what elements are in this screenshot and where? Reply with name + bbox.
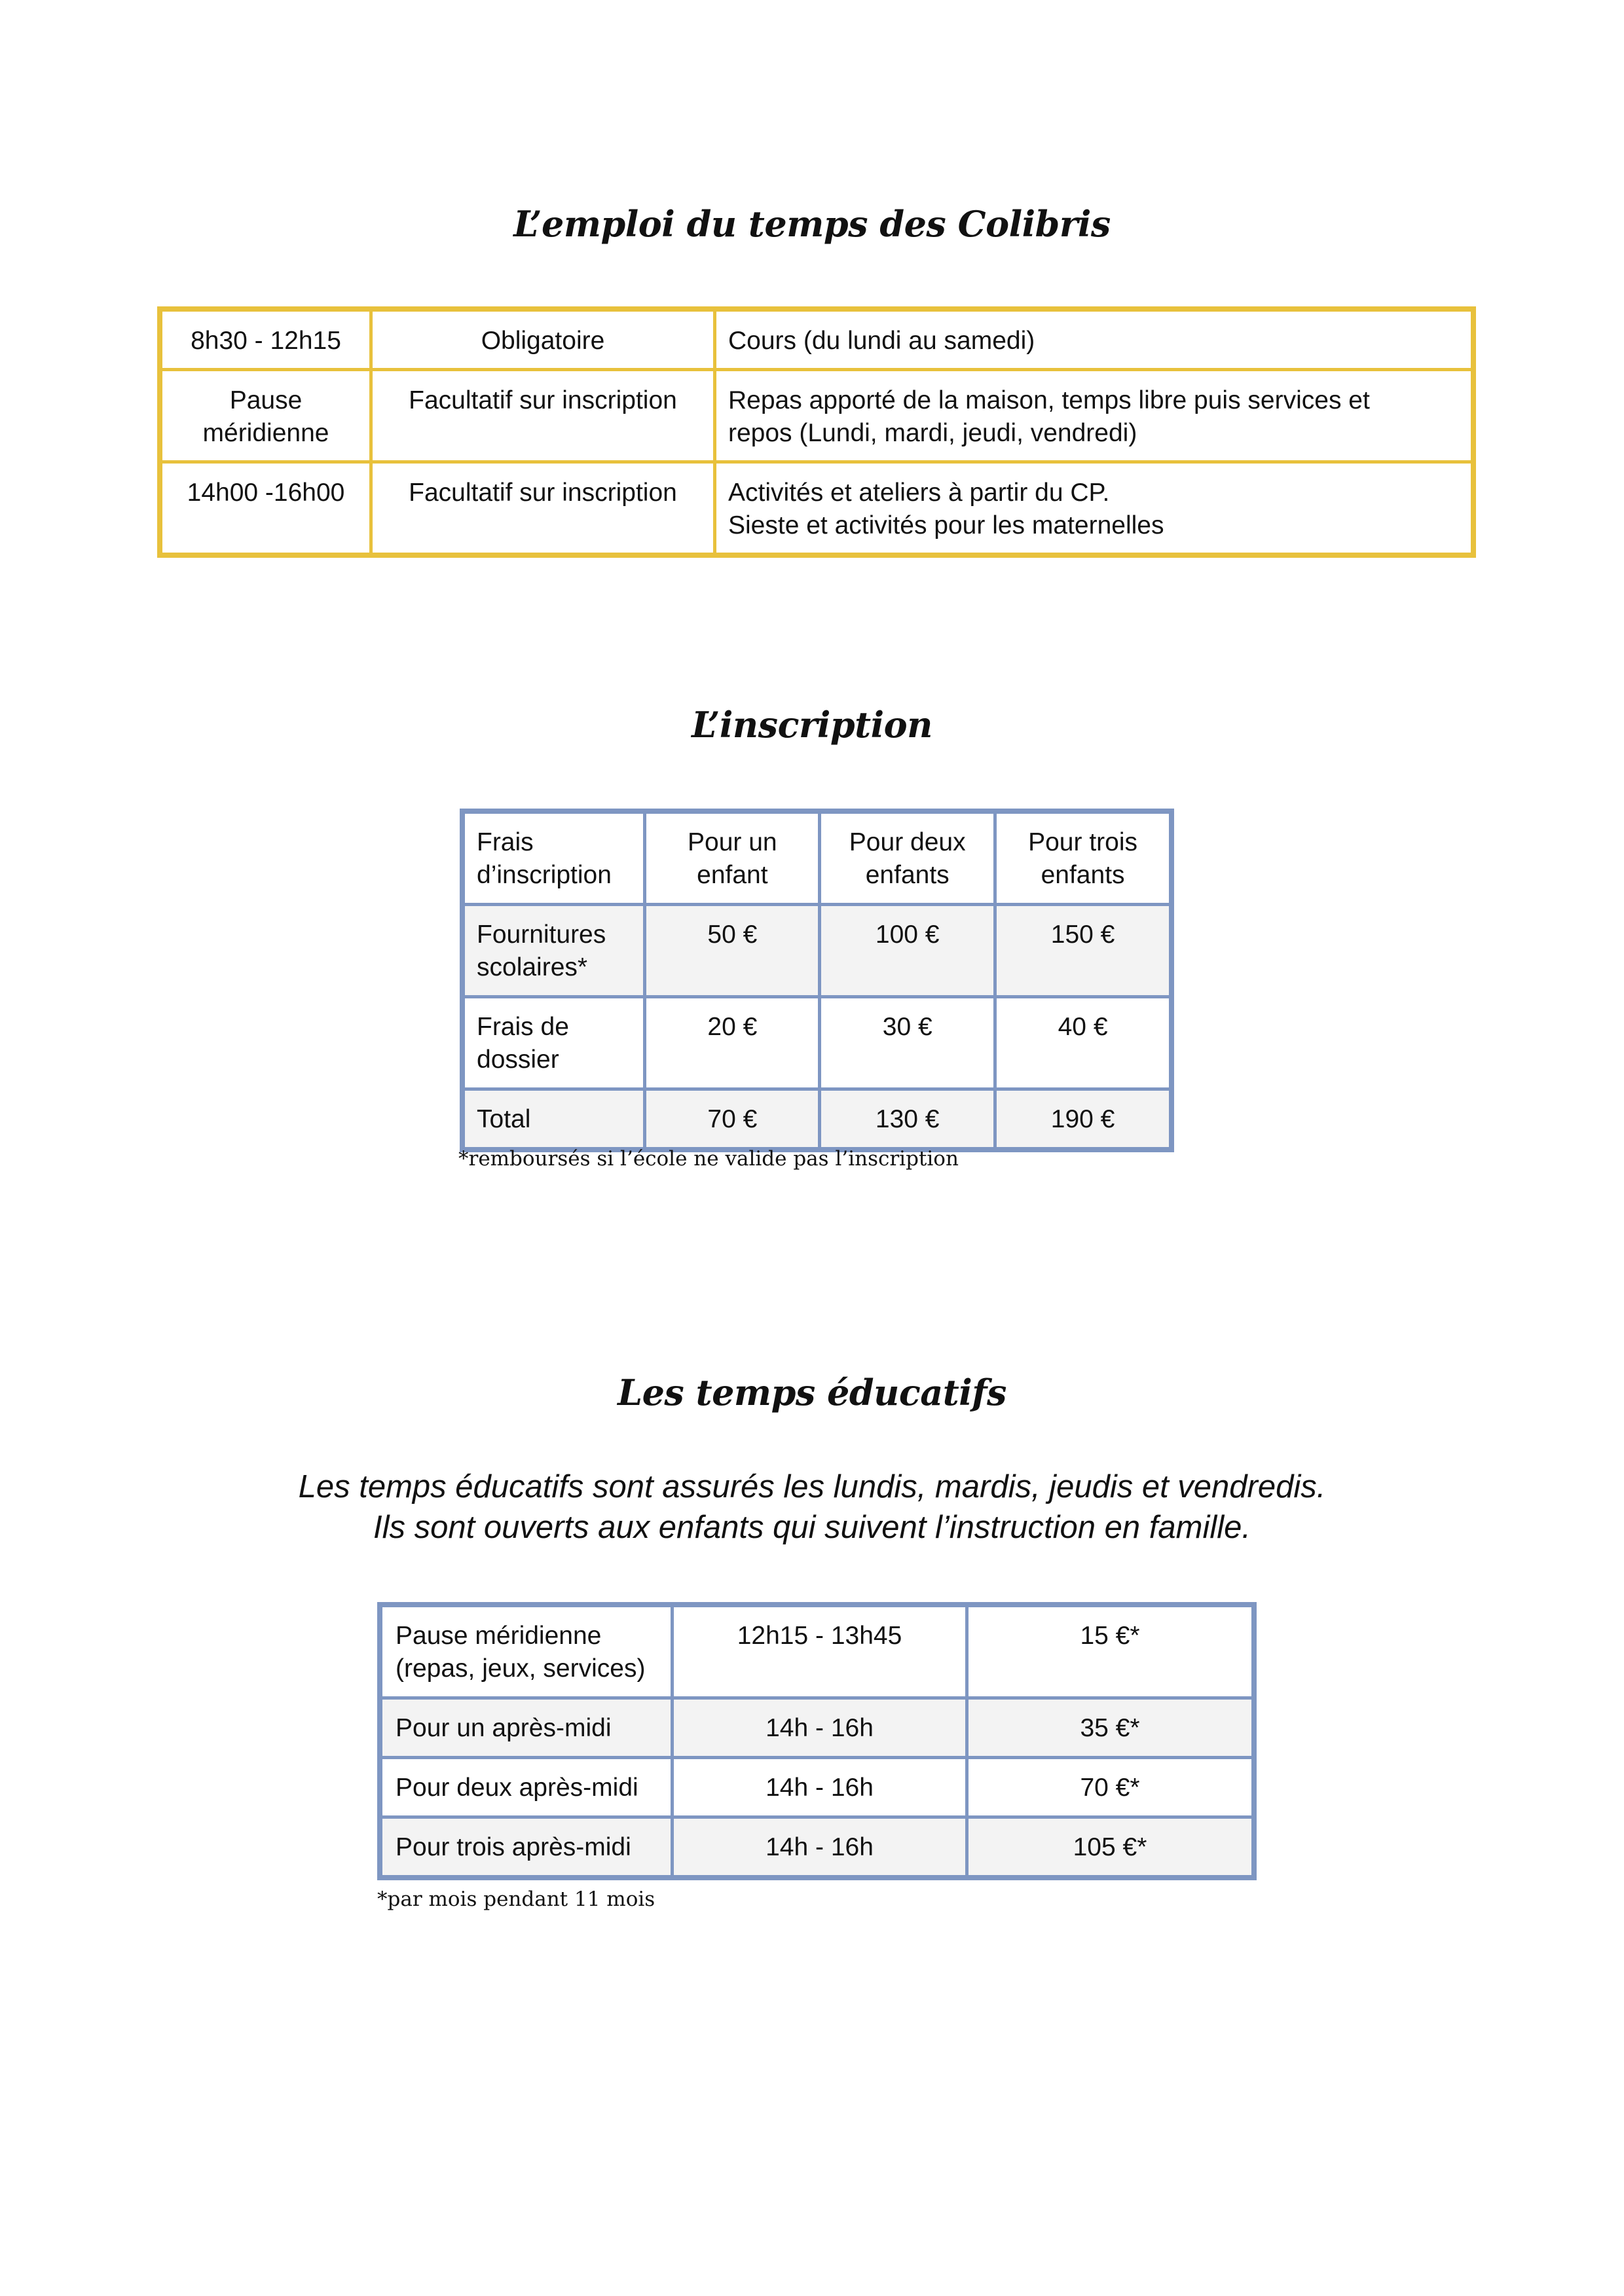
educatifs-price-cell: 15 €* xyxy=(967,1605,1255,1698)
educatifs-time-cell: 14h - 16h xyxy=(673,1758,967,1817)
educatifs-title: Les temps éducatifs xyxy=(618,1372,1006,1413)
inscription-footnote: *remboursés si l’école ne valide pas l’inscription xyxy=(458,1147,959,1171)
schedule-row xyxy=(160,309,1473,370)
schedule-status-cell: Facultatif sur inscription xyxy=(371,462,715,556)
inscription-price-cell: 30 € xyxy=(820,997,995,1089)
inscription-header-cell: Pour deux enfants xyxy=(820,811,995,905)
inscription-price-cell: 70 € xyxy=(645,1089,820,1150)
schedule-description-cell: Repas apporté de la maison, temps libre puis services et repos (Lundi, mardi, jeudi, vendredi) xyxy=(715,370,1474,462)
inscription-price-cell: 100 € xyxy=(820,905,995,997)
educatifs-time-cell: 14h - 16h xyxy=(673,1698,967,1758)
schedule-status-cell: Facultatif sur inscription xyxy=(371,370,715,462)
table-row xyxy=(462,905,1172,997)
schedule-time-cell: 14h00 -16h00 xyxy=(160,462,371,556)
educatifs-price-cell: 70 €* xyxy=(967,1758,1255,1817)
educatifs-intro-line: Ils sont ouverts aux enfants qui suivent l’instruction en famille. xyxy=(373,1510,1251,1545)
table-row xyxy=(462,1089,1172,1150)
table-row xyxy=(380,1758,1254,1817)
table-row xyxy=(380,1698,1254,1758)
inscription-price-cell: 50 € xyxy=(645,905,820,997)
inscription-price-cell: 130 € xyxy=(820,1089,995,1150)
inscription-price-cell: 40 € xyxy=(995,997,1172,1089)
inscription-header-cell: Frais d’inscription xyxy=(462,811,645,905)
schedule-description-cell: Cours (du lundi au samedi) xyxy=(715,309,1474,370)
inscription-price-cell: 190 € xyxy=(995,1089,1172,1150)
schedule-row xyxy=(160,462,1473,556)
educatifs-table xyxy=(377,1602,1257,1880)
educatifs-label-cell: Pour deux après-midi xyxy=(380,1758,673,1817)
educatifs-label-cell: Pause méridienne (repas, jeux, services) xyxy=(380,1605,673,1698)
schedule-description-cell: Activités et ateliers à partir du CP. Sieste et activités pour les maternelles xyxy=(715,462,1474,556)
inscription-header-cell: Pour trois enfants xyxy=(995,811,1172,905)
schedule-status-cell: Obligatoire xyxy=(371,309,715,370)
inscription-header-row xyxy=(462,811,1172,905)
inscription-row-label: Frais de dossier xyxy=(462,997,645,1089)
schedule-table xyxy=(157,306,1476,558)
educatifs-label-cell: Pour trois après-midi xyxy=(380,1817,673,1878)
inscription-table xyxy=(460,809,1174,1152)
educatifs-time-cell: 14h - 16h xyxy=(673,1817,967,1878)
educatifs-footnote: *par mois pendant 11 mois xyxy=(377,1887,655,1911)
table-row xyxy=(462,997,1172,1089)
educatifs-label-cell: Pour un après-midi xyxy=(380,1698,673,1758)
inscription-row-label: Fournitures scolaires* xyxy=(462,905,645,997)
educatifs-time-cell: 12h15 - 13h45 xyxy=(673,1605,967,1698)
inscription-header-cell: Pour un enfant xyxy=(645,811,820,905)
schedule-row xyxy=(160,370,1473,462)
inscription-row-label: Total xyxy=(462,1089,645,1150)
educatifs-price-cell: 35 €* xyxy=(967,1698,1255,1758)
inscription-price-cell: 20 € xyxy=(645,997,820,1089)
educatifs-intro-line: Les temps éducatifs sont assurés les lundis, mardis, jeudis et vendredis. xyxy=(298,1469,1326,1504)
inscription-price-cell: 150 € xyxy=(995,905,1172,997)
inscription-title: L’inscription xyxy=(692,704,932,746)
educatifs-price-cell: 105 €* xyxy=(967,1817,1255,1878)
schedule-time-cell: 8h30 - 12h15 xyxy=(160,309,371,370)
schedule-time-cell: Pause méridienne xyxy=(160,370,371,462)
schedule-title: L’emploi du temps des Colibris xyxy=(513,203,1111,245)
table-row xyxy=(380,1605,1254,1698)
table-row xyxy=(380,1817,1254,1878)
